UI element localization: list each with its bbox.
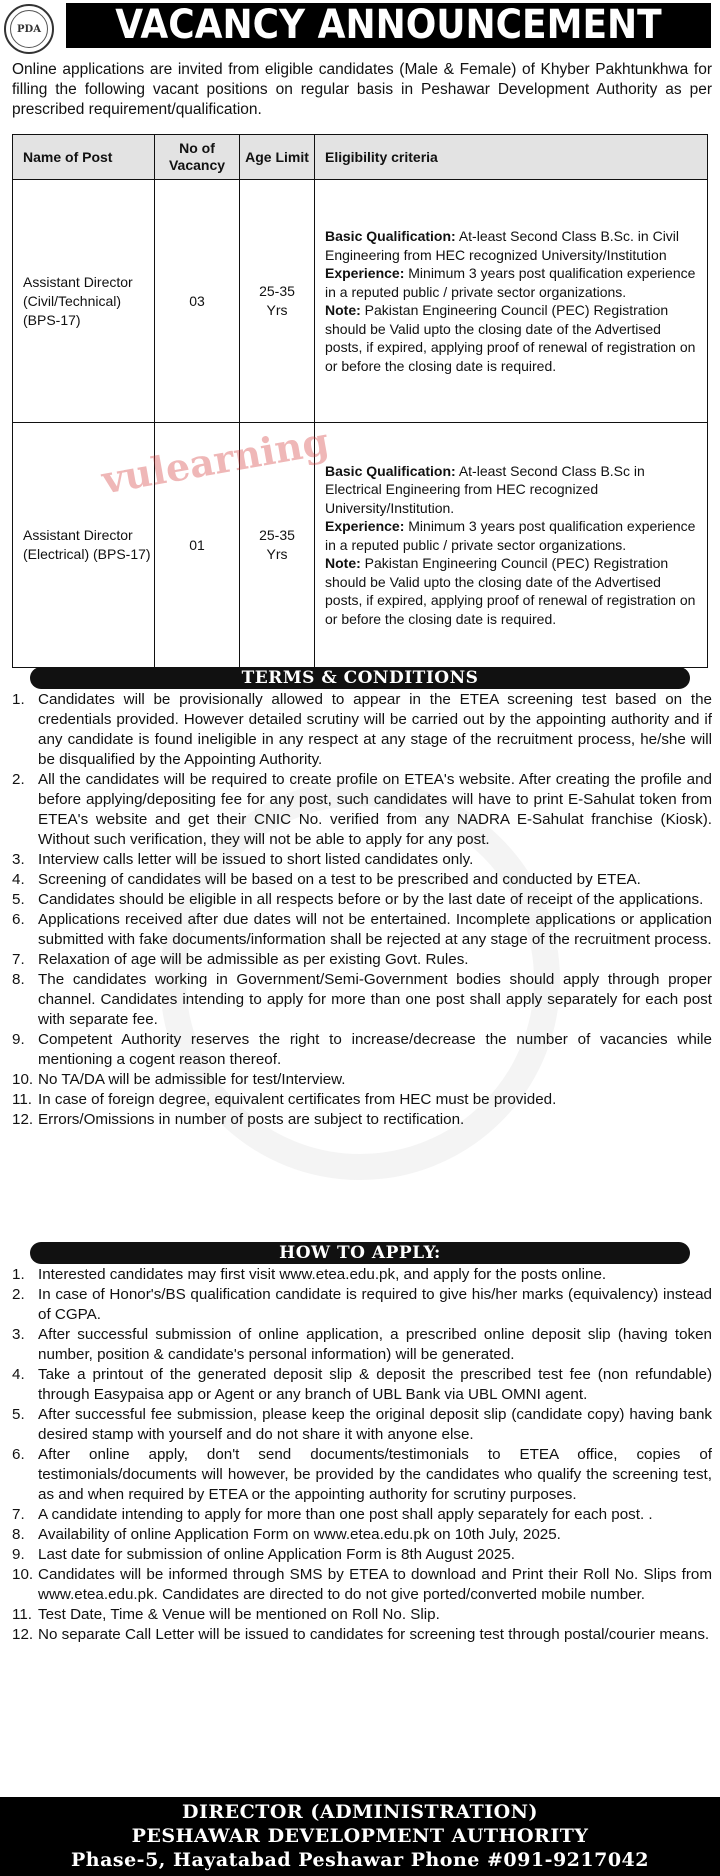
list-item-text: After successful fee submission, please keep the original deposit slip (candidate copy) having bank desired stamp with yourself and do not share it with anyone else. <box>38 1406 712 1443</box>
footer-address-phone: Phase-5, Hayatabad Peshawar Phone #091-9217042 <box>70 1849 649 1871</box>
age-limit-text: 25-35 Yrs <box>259 283 295 318</box>
list-item <box>0 1525 712 1545</box>
list-item-text: In case of Honor's/BS qualification candidate is required to give his/her marks (equivalency) instead of CGPA. <box>38 1286 712 1323</box>
list-item <box>0 1545 712 1565</box>
post-vacancy: 01 <box>155 423 240 668</box>
list-item-text: Screening of candidates will be based on a test to be prescribed and conducted by ETEA. <box>38 871 641 888</box>
list-item-text: A candidate intending to apply for more than one post shall apply separately for each post. . <box>38 1506 653 1523</box>
basic-qualification-label: Basic Qualification: <box>325 462 456 479</box>
list-item <box>0 850 712 870</box>
post-vacancy: 03 <box>155 180 240 423</box>
list-item-number: 6. <box>12 1446 25 1463</box>
list-item <box>0 1030 712 1070</box>
list-item-text: No separate Call Letter will be issued to candidates for screening test through postal/courier means. <box>38 1626 710 1643</box>
list-item <box>0 1285 712 1325</box>
list-item-number: 5. <box>12 1406 25 1423</box>
list-item <box>0 910 712 950</box>
list-item-text: All the candidates will be required to create profile on ETEA's website. After creating the profile and before applying/depositing fee for any post, such candidates will have to print E-Sahulat token from ETEA's website and get their CNIC No. verified from any NADRA E-Sahulat franchise (Kiosk). Without such verification, they will not be able to apply for any post. <box>38 771 712 848</box>
pda-logo-text: PDA <box>10 10 48 48</box>
post-eligibility <box>315 180 708 423</box>
list-item <box>0 1445 712 1505</box>
list-item-text: Interview calls letter will be issued to short listed candidates only. <box>38 851 474 868</box>
list-item-number: 7. <box>12 951 25 968</box>
vacancy-table <box>12 134 708 668</box>
list-item <box>0 950 712 970</box>
basic-qualification-text: At-least Second Class B.Sc. in Civil Engineering from HEC recognized University/Institution <box>325 228 680 263</box>
list-item <box>0 870 712 890</box>
note-text: Pakistan Engineering Council (PEC) Registration should be Valid upto the closing date of the Advertised posts, if expired, applying proof of renewal of registration on or before the closing date is required. <box>325 302 696 374</box>
list-item-text: Last date for submission of online Application Form is 8th August 2025. <box>38 1546 515 1563</box>
list-item-number: 1. <box>12 691 25 708</box>
list-item-number: 12. <box>12 1111 34 1128</box>
experience-label: Experience: <box>325 265 405 281</box>
list-item-number: 3. <box>12 851 25 868</box>
post-name: Assistant Director (Civil/Technical) (BPS-17) <box>13 180 155 423</box>
list-item-number: 11. <box>12 1606 32 1623</box>
experience-label: Experience: <box>325 518 405 535</box>
table-row <box>13 180 708 423</box>
list-item-number: 8. <box>12 971 25 988</box>
terms-list <box>0 690 712 1130</box>
list-item <box>0 1565 712 1605</box>
list-item-number: 12. <box>12 1626 34 1643</box>
list-item-number: 2. <box>12 1286 25 1303</box>
list-item-number: 9. <box>12 1546 25 1563</box>
list-item-number: 11. <box>12 1091 32 1108</box>
list-item <box>0 1365 712 1405</box>
column-header-eligibility: Eligibility criteria <box>315 135 708 180</box>
list-item-number: 10. <box>12 1071 34 1088</box>
list-item <box>0 690 712 770</box>
note-text: Pakistan Engineering Council (PEC) Registration should be Valid upto the closing date of the Advertised posts, if expired, applying proof of renewal of registration on or before the closing date is required. <box>325 555 696 627</box>
note-label: Note: <box>325 555 361 572</box>
list-item-number: 10. <box>12 1566 34 1583</box>
list-item <box>0 970 712 1030</box>
list-item-text: Errors/Omissions in number of posts are subject to rectification. <box>38 1111 465 1128</box>
post-eligibility <box>315 423 708 668</box>
experience-text: Minimum 3 years post qualification experience in a reputed public / private sector organizations. <box>325 518 696 553</box>
list-item-text: Take a printout of the generated deposit slip & deposit the prescribed test fee (non refundable) through Easypaisa app or Agent or any branch of UBL Bank via UBL OMNI agent. <box>38 1366 712 1403</box>
list-item-text: No TA/DA will be admissible for test/Interview. <box>38 1071 346 1088</box>
header <box>0 0 720 56</box>
list-item-text: In case of foreign degree, equivalent certificates from HEC must be provided. <box>38 1091 557 1108</box>
list-item-text: Test Date, Time & Venue will be mentioned on Roll No. Slip. <box>38 1606 440 1623</box>
list-item <box>0 1625 712 1645</box>
list-item <box>0 1605 712 1625</box>
age-limit-text: 25-35 Yrs <box>259 527 295 562</box>
post-age-limit <box>240 423 315 668</box>
list-item <box>0 770 712 850</box>
list-item <box>0 1265 712 1285</box>
list-item-number: 4. <box>12 871 25 888</box>
note-label: Note: <box>325 302 361 318</box>
footer-organization: PESHAWAR DEVELOPMENT AUTHORITY <box>131 1825 589 1847</box>
basic-qualification-text: At-least Second Class B.Sc in Electrical Engineering from HEC recognized University/Institution. <box>325 462 645 516</box>
footer-designation: DIRECTOR (ADMINISTRATION) <box>181 1801 539 1823</box>
list-item-number: 3. <box>12 1326 25 1343</box>
column-header-name: Name of Post <box>13 135 155 180</box>
experience-text: Minimum 3 years post qualification experience in a reputed public / private sector organizations. <box>325 265 696 300</box>
list-item-text: Candidates will be informed through SMS by ETEA to download and Print their Roll No. Slips from www.etea.edu.pk. Candidates are directed to do not give ported/converted mobile number. <box>38 1566 712 1603</box>
list-item-text: After successful submission of online application, a prescribed online deposit slip (having token number, position & candidate's personal information) will be generated. <box>38 1326 712 1363</box>
list-item-number: 6. <box>12 911 25 928</box>
column-header-age: Age Limit <box>240 135 315 180</box>
list-item-text: Competent Authority reserves the right to increase/decrease the number of vacancies while mentioning a cogent reason thereof. <box>38 1031 712 1068</box>
how-to-apply-list <box>0 1265 712 1645</box>
list-item <box>0 1325 712 1365</box>
footer <box>0 1797 720 1876</box>
how-to-apply-heading: HOW TO APPLY: <box>30 1242 690 1264</box>
table-header-row <box>13 135 708 180</box>
list-item-text: Availability of online Application Form on www.etea.edu.pk on 10th July, 2025. <box>38 1526 561 1543</box>
site-watermark: vulearning <box>98 418 333 503</box>
list-item <box>0 1505 712 1525</box>
list-item-number: 5. <box>12 891 25 908</box>
list-item-text: After online apply, don't send documents/testimonials to ETEA office, copies of testimonials/documents will however, be provided by the candidates who qualify the screening test, as and when required by ETEA or the appointing authority for scrutiny purposes. <box>38 1446 712 1503</box>
intro-paragraph: Online applications are invited from eligible candidates (Male & Female) of Khyber Pakhtunkhwa for filling the following vacant positions on regular basis in Peshawar Development Authority as per prescribed requirement/qualification. <box>12 61 712 118</box>
list-item-text: Relaxation of age will be admissible as per existing Govt. Rules. <box>38 951 469 968</box>
list-item-number: 2. <box>12 771 25 788</box>
post-age-limit <box>240 180 315 423</box>
post-name: Assistant Director (Electrical) (BPS-17) <box>13 423 155 668</box>
basic-qualification-label: Basic Qualification: <box>325 228 456 244</box>
column-header-vacancy: No of Vacancy <box>155 135 240 180</box>
list-item-number: 4. <box>12 1366 25 1383</box>
list-item-text: The candidates working in Government/Semi-Government bodies should apply through proper channel. Candidates intending to apply for more than one post shall apply separately for each post with separate fee. <box>38 971 712 1028</box>
list-item <box>0 1405 712 1445</box>
list-item-text: Interested candidates may first visit www.etea.edu.pk, and apply for the posts online. <box>38 1266 607 1283</box>
list-item <box>0 1090 712 1110</box>
list-item <box>0 1110 712 1130</box>
list-item-text: Applications received after due dates will not be entertained. Incomplete applications or application submitted with fake documents/information shall be rejected at any stage of the recruitment process. <box>38 911 712 948</box>
table-row <box>13 423 708 668</box>
list-item-number: 8. <box>12 1526 25 1543</box>
list-item-number: 7. <box>12 1506 25 1523</box>
terms-heading: TERMS & CONDITIONS <box>30 667 690 689</box>
page-title: VACANCY ANNOUNCEMENT <box>66 3 711 48</box>
list-item-number: 1. <box>12 1266 25 1283</box>
list-item-text: Candidates should be eligible in all respects before or by the last date of receipt of the applications. <box>38 891 704 908</box>
pda-logo <box>4 4 54 54</box>
list-item-number: 9. <box>12 1031 25 1048</box>
list-item-text: Candidates will be provisionally allowed to appear in the ETEA screening test based on the credentials provided. However detailed scrutiny will be carried out by the appointing authority and if any candidate is found ineligible in any respect at any stage of the recruitment process, he/she will be disqualified by the Appointing Authority. <box>38 691 712 768</box>
list-item <box>0 1070 712 1090</box>
list-item <box>0 890 712 910</box>
